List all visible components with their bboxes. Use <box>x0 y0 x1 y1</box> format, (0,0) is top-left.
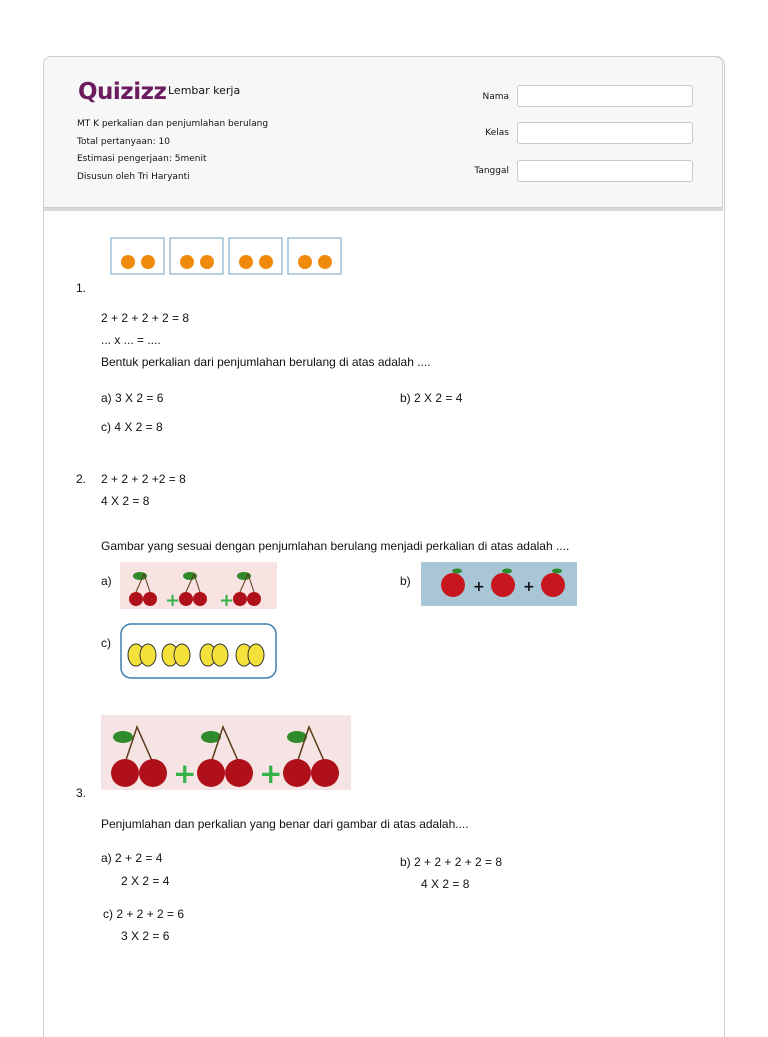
name-field[interactable] <box>517 85 693 107</box>
q2-number: 2. <box>76 472 87 486</box>
worksheet-header <box>43 56 723 208</box>
q3-number: 3. <box>76 786 87 800</box>
q2-line2: 4 X 2 = 8 <box>101 494 150 508</box>
q1-oranges-image <box>110 237 342 275</box>
q3-option-b-line1[interactable]: b) 2 + 2 + 2 + 2 = 8 <box>400 855 503 869</box>
q2-option-c-pears-image[interactable] <box>120 623 277 679</box>
svg-text:+: + <box>473 579 485 595</box>
class-label: Kelas <box>485 128 509 138</box>
svg-text:+: + <box>523 579 535 595</box>
worksheet-title: MT K perkalian dan penjumlahan berulang <box>77 119 269 129</box>
orange-box-2 <box>170 238 223 274</box>
total-questions: Total pertanyaan: 10 <box>77 137 170 147</box>
q3-option-b-line2: 4 X 2 = 8 <box>421 877 470 891</box>
q2-option-c-label[interactable]: c) <box>101 636 111 650</box>
q2-prompt: Gambar yang sesuai dengan penjumlahan berulang menjadi perkalian di atas adalah .... <box>101 539 570 553</box>
quizizz-logo: Quizizz <box>78 79 167 105</box>
svg-text:+: + <box>173 757 197 790</box>
svg-text:+: + <box>165 590 181 609</box>
q3-option-a-line1[interactable]: a) 2 + 2 = 4 <box>101 851 163 865</box>
q1-number: 1. <box>76 281 87 295</box>
orange-box-4 <box>288 238 341 274</box>
orange-box-1 <box>111 238 164 274</box>
q3-option-c-line2: 3 X 2 = 6 <box>121 929 170 943</box>
worksheet-subtitle: Lembar kerja <box>168 84 241 97</box>
q3-option-a-line2: 2 X 2 = 4 <box>121 874 170 888</box>
svg-text:+: + <box>219 590 235 609</box>
q3-cherries-image <box>101 715 351 790</box>
name-label: Nama <box>482 92 509 102</box>
q2-option-a-cherries-image[interactable] <box>120 562 277 609</box>
orange-box-3 <box>229 238 282 274</box>
q1-line1: 2 + 2 + 2 + 2 = 8 <box>101 311 190 325</box>
author: Disusun oleh Tri Haryanti <box>77 172 190 182</box>
q2-option-a-label[interactable]: a) <box>101 574 112 588</box>
q2-line1: 2 + 2 + 2 +2 = 8 <box>101 472 186 486</box>
q1-prompt: Bentuk perkalian dari penjumlahan berulang di atas adalah .... <box>101 355 431 369</box>
q2-option-b-label[interactable]: b) <box>400 574 411 588</box>
q1-option-a[interactable]: a) 3 X 2 = 6 <box>101 391 164 405</box>
q2-option-b-apples-image[interactable] <box>421 562 577 606</box>
date-field[interactable] <box>517 160 693 182</box>
q3-option-c-line1[interactable]: c) 2 + 2 + 2 = 6 <box>103 907 185 921</box>
class-field[interactable] <box>517 122 693 144</box>
q1-line2: ... x ... = .... <box>101 333 161 347</box>
svg-text:+: + <box>259 757 283 790</box>
q1-option-b[interactable]: b) 2 X 2 = 4 <box>400 391 463 405</box>
q1-option-c[interactable]: c) 4 X 2 = 8 <box>101 420 163 434</box>
date-label: Tanggal <box>474 166 509 176</box>
q3-prompt: Penjumlahan dan perkalian yang benar dari gambar di atas adalah.... <box>101 817 469 831</box>
estimated-time: Estimasi pengerjaan: 5menit <box>77 154 207 164</box>
